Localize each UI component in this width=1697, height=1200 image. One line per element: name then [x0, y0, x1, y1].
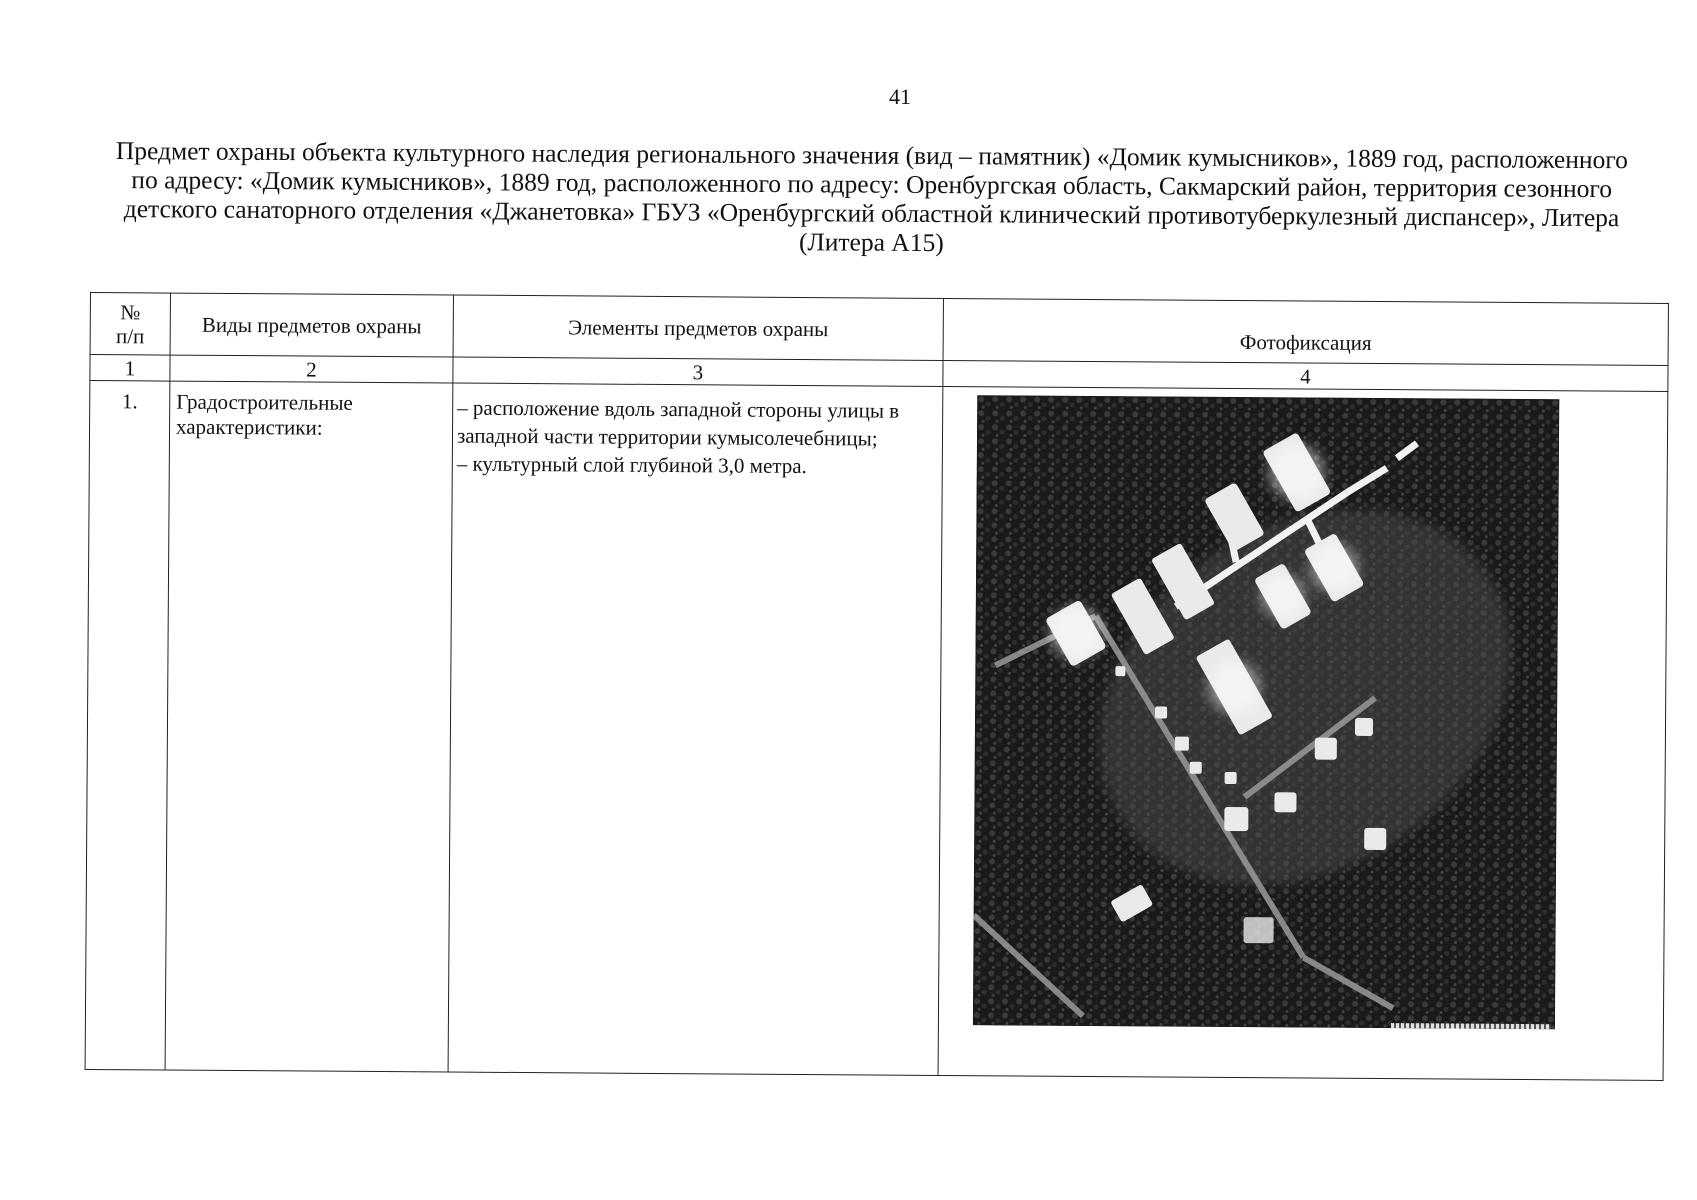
header-number [90, 293, 170, 356]
row-elements [448, 383, 943, 1075]
row-photo-cell [938, 386, 1668, 1080]
row-type: Градостроительные характеристики: [165, 381, 453, 1072]
protection-table [85, 292, 1669, 1081]
page-number: 41 [889, 84, 911, 109]
header-elements: Элементы предметов охраны [453, 295, 943, 360]
document-title: Предмет охраны объекта культурного наследия регионального значения (вид – памятник) «Домик кумысников», 1889 год, расположенного по адресу: «Домик кумысников», 1889 год, расположенного по адресу: Оренбургская область, Сакмарский район, территория сезонного детского санаторного отделения «Джанетовка» ГБУЗ «Оренбургский областной клинический противотуберкулезный диспансер», Литера (Литера А15) [115, 136, 1628, 258]
aerial-satellite-image-icon [973, 395, 1559, 1029]
column-number-4: 4 [943, 360, 1668, 391]
header-photo: Фотофиксация [943, 298, 1668, 365]
header-number-line2: п/п [115, 323, 145, 348]
header-number-line1: № [120, 299, 141, 324]
column-number-2: 2 [170, 355, 453, 383]
table-header-row [90, 293, 1668, 366]
element-item: – культурный слой глубиной 3,0 метра. [456, 451, 807, 479]
table-row [85, 381, 1668, 1081]
column-number-3: 3 [453, 357, 943, 386]
protection-table-wrapper [85, 292, 1668, 1081]
element-item: – расположение вдоль западной стороны улицы в западной части территории кумысолечебницы; [456, 395, 900, 451]
copyright-strip [1391, 1023, 1551, 1029]
header-types: Виды предметов охраны [170, 293, 453, 357]
row-number: 1. [85, 381, 170, 1071]
column-number-1: 1 [90, 355, 170, 382]
aerial-photo [973, 395, 1559, 1029]
